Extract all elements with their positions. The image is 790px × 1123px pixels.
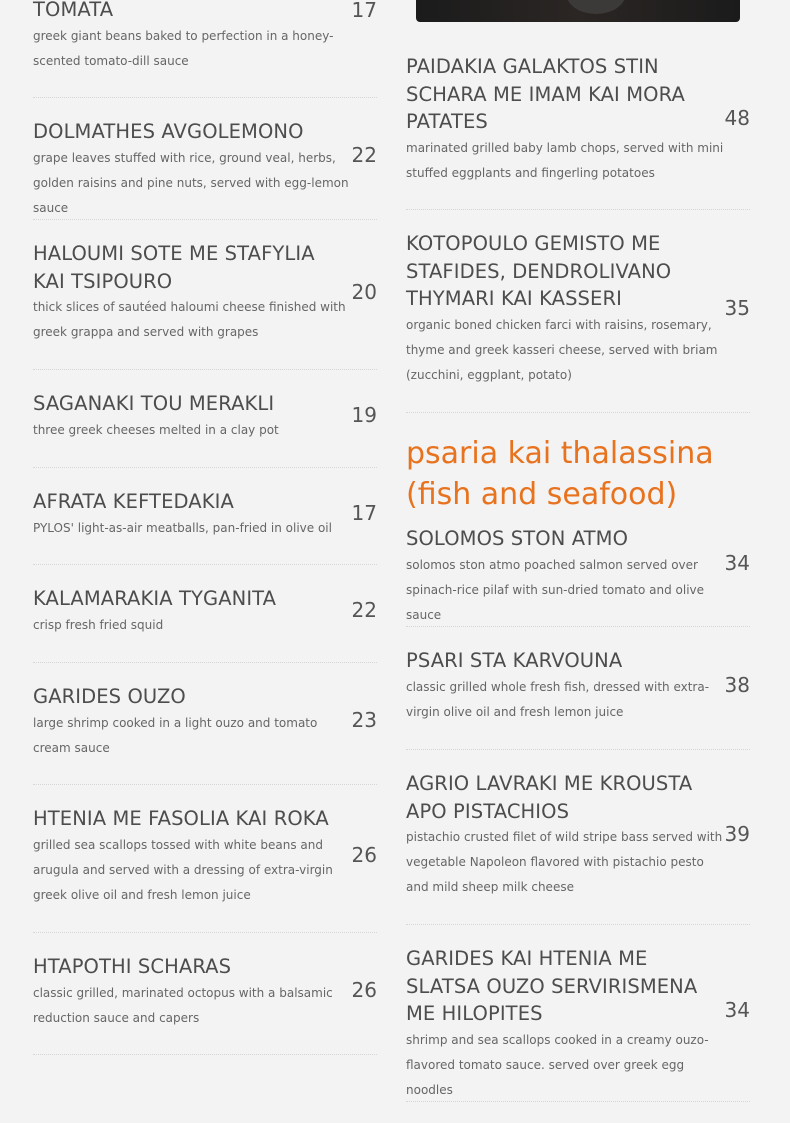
menu-item-description: three greek cheeses melted in a clay pot	[33, 422, 279, 437]
menu-item-description: thick slices of sautéed haloumi cheese finished with greek grappa and served with grapes	[33, 300, 346, 339]
menu-item-price: 34	[724, 998, 750, 1022]
menu-item-name: GARIDES OUZO	[33, 685, 186, 708]
menu-item-description: grilled sea scallops tossed with white beans and arugula and served with a dressing of extra-virgin greek olive oil and fresh lemon juice	[33, 837, 333, 902]
menu-item-price: 48	[724, 106, 750, 130]
menu-item-description: pistachio crusted filet of wild stripe bass served with vegetable Napoleon flavored with pistachio pesto and mild sheep milk cheese	[406, 830, 723, 894]
menu-item-name: AFRATA KEFTEDAKIA	[33, 490, 234, 513]
menu-item-price: 39	[724, 822, 750, 846]
menu-item-description: large shrimp cooked in a light ouzo and tomato cream sauce	[33, 715, 318, 755]
menu-item-description: solomos ston atmo poached salmon served over spinach-rice pilaf with sun-dried tomato and olive sauce	[406, 557, 705, 622]
menu-item	[406, 647, 750, 750]
menu-item-name: SOLOMOS STON ATMO	[406, 527, 629, 550]
menu-item	[33, 805, 377, 933]
menu-item	[406, 53, 750, 210]
menu-item	[33, 488, 377, 565]
menu-item	[33, 240, 377, 370]
menu-item-name: HTENIA ME FASOLIA KAI ROKA	[33, 807, 329, 830]
menu-item-description: crisp fresh fried squid	[33, 617, 164, 632]
dish-photo	[416, 0, 740, 22]
menu-item-name: KALAMARAKIA TYGANITA	[33, 587, 277, 610]
menu-item-name: DOLMATHES AVGOLEMONO	[33, 120, 304, 143]
menu-item	[406, 525, 750, 627]
menu-item	[406, 770, 750, 925]
menu-item	[33, 953, 377, 1055]
menu-item-price: 20	[351, 280, 377, 304]
menu-item-name: HTAPOTHI SCHARAS	[33, 955, 232, 978]
menu-item-description: organic boned chicken farci with raisins, rosemary, thyme and greek kasseri cheese, served with briam (zucchini, eggplant, potato)	[406, 317, 718, 382]
menu-item-name: KOTOPOULO GEMISTO ME STAFIDES, DENDROLIVANO THYMARI KAI KASSERI	[406, 232, 672, 310]
menu-item-price: 35	[724, 296, 750, 320]
plate-image	[566, 0, 626, 14]
menu-item	[406, 945, 750, 1102]
menu-item-price: 38	[724, 673, 750, 697]
menu-item-name: PAIDAKIA GALAKTOS STIN SCHARA ME IMAM KAI MORA PATATES	[406, 55, 685, 133]
menu-item-name: GARIDES KAI HTENIA ME SLATSA OUZO SERVIRISMENA ME HILOPITES	[406, 947, 698, 1025]
menu-item	[33, 683, 377, 785]
menu-item-description: PYLOS' light-as-air meatballs, pan-fried in olive oil	[33, 520, 332, 535]
menu-item-description: marinated grilled baby lamb chops, served with mini stuffed eggplants and fingerling potatoes	[406, 140, 724, 180]
menu-item-price: 22	[351, 598, 377, 622]
menu-item-description: greek giant beans baked to perfection in a honey-scented tomato-dill sauce	[33, 28, 334, 68]
menu-item	[33, 585, 377, 663]
menu-item-price: 17	[351, 501, 377, 525]
menu-item-description: classic grilled whole fresh fish, dressed with extra-virgin olive oil and fresh lemon juice	[406, 679, 710, 719]
menu-item-description: shrimp and sea scallops cooked in a creamy ouzo-flavored tomato sauce. served over greek egg noodles	[406, 1032, 709, 1097]
menu-item-price: 19	[351, 403, 377, 427]
menu-item-name: SAGANAKI TOU MERAKLI	[33, 392, 275, 415]
menu-item-name: HALOUMI SOTE ME STAFYLIA KAI TSIPOURO	[33, 242, 315, 293]
menu-item-price: 23	[351, 708, 377, 732]
menu-item	[33, 390, 377, 468]
section-title	[406, 433, 750, 515]
menu-item	[33, 0, 377, 98]
section-title-main: psaria kai thalassina	[406, 436, 714, 471]
menu-item-price: 34	[724, 551, 750, 575]
menu-item-name: TOMATA	[33, 0, 114, 21]
menu-item	[33, 118, 377, 220]
menu-item-description: classic grilled, marinated octopus with a balsamic reduction sauce and capers	[33, 985, 333, 1025]
menu-item	[406, 230, 750, 413]
menu-item-price: 26	[351, 843, 377, 867]
menu-item-price: 26	[351, 978, 377, 1002]
section-title-sub: (fish and seafood)	[406, 477, 678, 512]
menu-item-price: 22	[351, 143, 377, 167]
menu-item-name: AGRIO LAVRAKI ME KROUSTA APO PISTACHIOS	[406, 772, 693, 823]
menu-item-name: PSARI STA KARVOUNA	[406, 649, 623, 672]
menu-item-price: 17	[351, 0, 377, 22]
menu-item-description: grape leaves stuffed with rice, ground veal, herbs, golden raisins and pine nuts, served with egg-lemon sauce	[33, 150, 349, 215]
